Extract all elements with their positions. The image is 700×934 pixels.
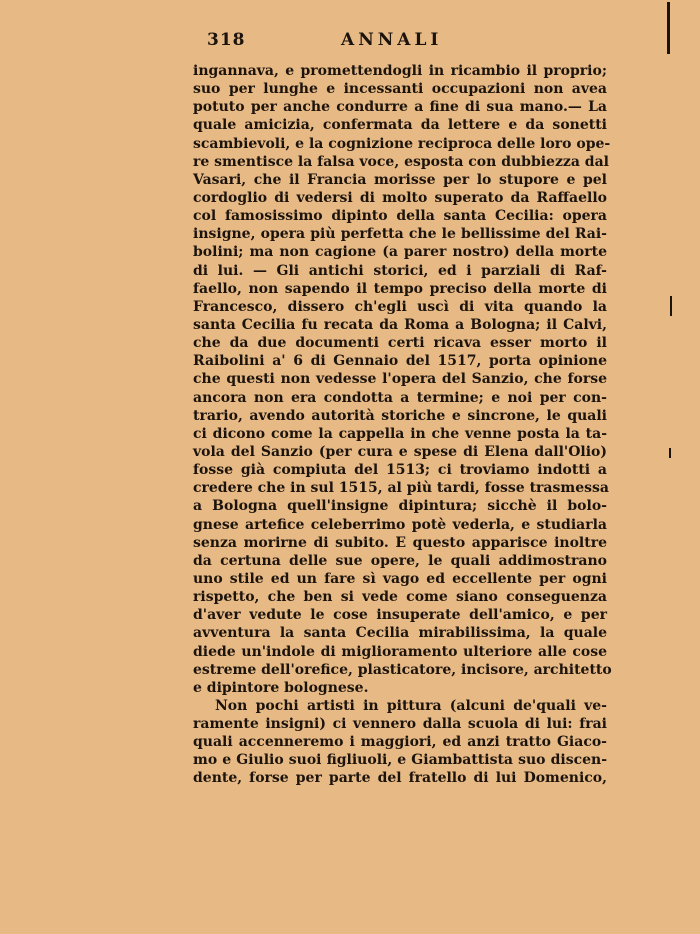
text-line: Raibolini a' 6 di Gennaio del 1517, porta opinione — [193, 353, 607, 370]
text-line: avventura la santa Cecilia mirabilissima, la quale — [193, 625, 607, 642]
text-line: che da due documenti certi ricava esser morto il — [193, 335, 607, 352]
text-line: re smentisce la falsa voce, esposta con dubbiezza dal — [193, 153, 609, 170]
text-line: rispetto, che ben si vede come siano conseguenza — [193, 589, 607, 606]
text-line: vola del Sanzio (per cura e spese di Elena dall'Olio) — [193, 443, 607, 460]
text-line: estreme dell'orefice, plasticatore, incisore, architetto — [193, 661, 612, 678]
text-line: ancora non era condotta a termine; e noi per con- — [193, 389, 607, 406]
text-line: Vasari, che il Francia morisse per lo stupore e pel — [193, 171, 607, 188]
text-line: da certuna delle sue opere, le quali addimostrano — [193, 552, 607, 569]
running-head: ANNALI — [341, 30, 443, 50]
text-line: fosse già compiuta del 1513; ci troviamo indotti a — [193, 462, 607, 479]
text-line: Non pochi artisti in pittura (alcuni de'quali ve- — [215, 697, 607, 714]
text-line: potuto per anche condurre a fine di sua mano.— La — [193, 99, 607, 116]
binding-edge-mark-mid — [670, 296, 672, 316]
text-line: col famosissimo dipinto della santa Cecilia: opera — [193, 208, 607, 225]
text-line: di lui. — Gli antichi storici, ed i parziali di Raf- — [193, 262, 607, 279]
text-line: uno stile ed un fare sì vago ed eccellente per ogni — [193, 570, 607, 587]
text-line: santa Cecilia fu recata da Roma a Bologna; il Calvi, — [193, 316, 607, 333]
page-number: 318 — [207, 30, 246, 50]
binding-edge-mark-top — [667, 2, 670, 54]
text-line: gnese artefice celeberrimo potè vederla, e studiarla — [193, 516, 607, 533]
text-line: bolini; ma non cagione (a parer nostro) della morte — [193, 244, 607, 261]
text-line: dente, forse per parte del fratello di lui Domenico, — [193, 770, 607, 787]
text-line: faello, non sapendo il tempo preciso della morte di — [193, 280, 607, 297]
body-text — [193, 62, 612, 788]
text-line: insigne, opera più perfetta che le bellissime del Rai- — [193, 226, 607, 243]
text-line: suo per lunghe e incessanti occupazioni non avea — [193, 81, 607, 98]
paragraph — [193, 62, 612, 697]
text-line: scambievoli, e la cognizione reciproca delle loro ope- — [193, 135, 611, 152]
binding-edge-mark-low — [669, 448, 671, 458]
text-line: ramente insigni) ci vennero dalla scuola di lui: frai — [193, 716, 607, 733]
text-line: e dipintore bolognese. — [193, 679, 369, 696]
text-line: Francesco, dissero ch'egli uscì di vita quando la — [193, 298, 607, 315]
text-line: diede un'indole di miglioramento ulteriore alle cose — [193, 643, 607, 660]
text-line: credere che in sul 1515, al più tardi, fosse trasmessa — [193, 480, 609, 497]
text-line: che questi non vedesse l'opera del Sanzio, che forse — [193, 371, 607, 388]
text-line: ingannava, e promettendogli in ricambio il proprio; — [193, 63, 607, 79]
text-line: d'aver vedute le cose insuperate dell'amico, e per — [193, 607, 607, 624]
text-line: ci dicono come la cappella in che venne posta la ta- — [193, 425, 607, 442]
paragraph — [193, 697, 607, 788]
text-line: a Bologna quell'insigne dipintura; sicchè il bolo- — [193, 498, 607, 515]
text-line: mo e Giulio suoi figliuoli, e Giambattista suo discen- — [193, 752, 607, 769]
text-line: senza morirne di subito. E questo apparisce inoltre — [193, 534, 607, 551]
text-line: cordoglio di vedersi di molto superato da Raffaello — [193, 189, 607, 206]
text-line: trario, avendo autorità storiche e sincrone, le quali — [193, 407, 607, 424]
text-line: quali accenneremo i maggiori, ed anzi tratto Giaco- — [193, 734, 607, 751]
text-line: quale amicizia, confermata da lettere e da sonetti — [193, 117, 607, 134]
